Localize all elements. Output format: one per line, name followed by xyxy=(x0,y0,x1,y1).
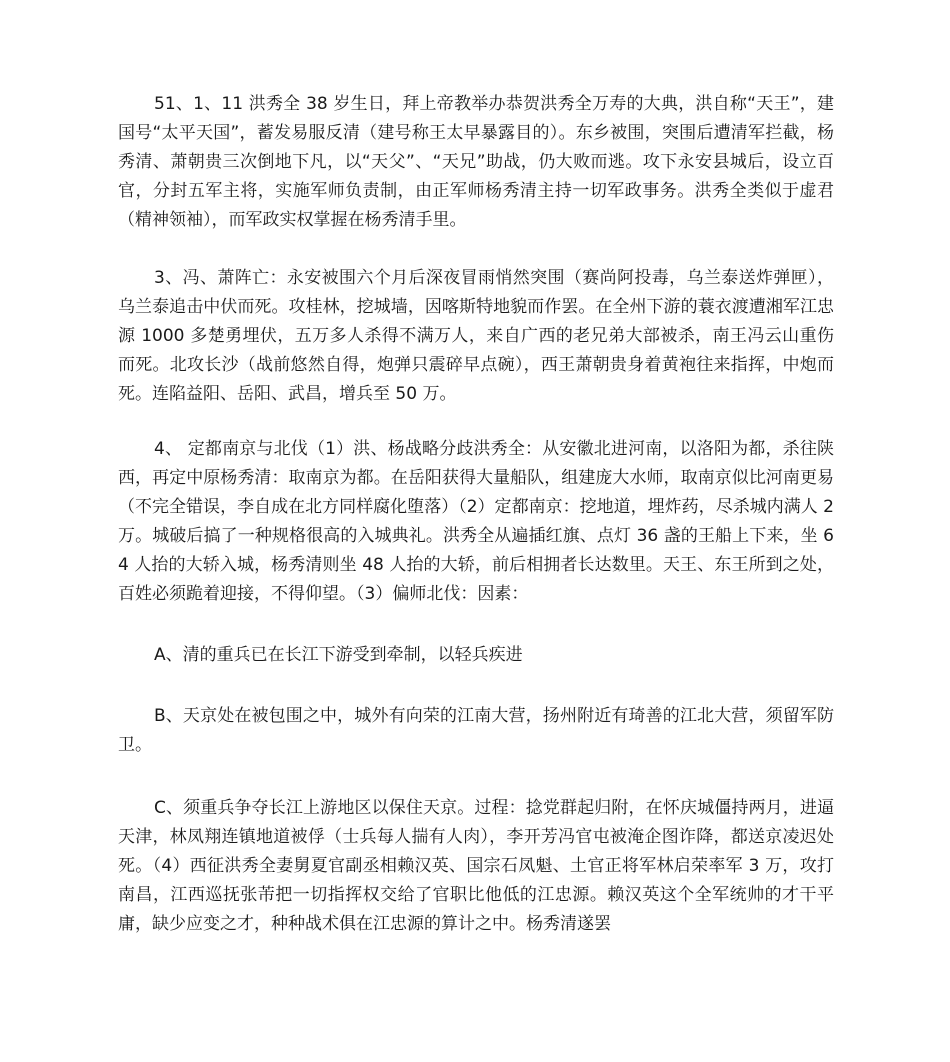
paragraph-capital-nanjing-northern-expedition: 4、 定都南京与北伐（1）洪、杨战略分歧洪秀全：从安徽北进河南，以洛阳为都，杀往陕西，再定中原杨秀清：取南京为都。在岳阳获得大量船队，组建庞大水师，取南京似比河南更易（不完全错误，李自成在北方同样腐化堕落）（2）定都南京：挖地道，埋炸药，尽杀城内满人 2 万。城破后搞了一种规格很高的入城典礼。洪秀全从遍插红旗、点灯 36 盏的王船上下来，坐 64 人抬的大轿入城，杨秀清则坐 48 人抬的大轿，前后相拥者长达数里。天王、东王所到之处，百姓必须跪着迎接，不得仰望。（3）偏师北伐：因素： xyxy=(118,439,834,604)
document-page xyxy=(118,90,834,939)
paragraph-factor-a: A、清的重兵已在长江下游受到牵制，以轻兵疾进 xyxy=(154,645,523,665)
paragraph-factor-b: B、天京处在被包围之中，城外有向荣的江南大营，扬州附近有琦善的江北大营，须留军防卫。 xyxy=(118,706,834,755)
paragraph-hong-xiuquan-birthday: 51、1、11 洪秀全 38 岁生日，拜上帝教举办恭贺洪秀全万寿的大典，洪自称“天王”，建国号“太平天国”，蓄发易服反清（建号称王太早暴露目的）。东乡被围，突围后遭清军拦截，杨秀清、萧朝贵三次倒地下凡，以“天父”、“天兄”助战，仍大败而逃。攻下永安县城后，设立百官，分封五军主将，实施军师负责制，由正军师杨秀清主持一切军政事务。洪秀全类似于虚君（精神领袖），而军政实权掌握在杨秀清手里。 xyxy=(118,94,834,230)
paragraph-feng-xiao-deaths: 3、冯、萧阵亡：永安被围六个月后深夜冒雨悄然突围（赛尚阿投毒，乌兰泰送炸弹匣），乌兰泰追击中伏而死。攻桂林，挖城墙，因喀斯特地貌而作罢。在全州下游的蓑衣渡遭湘军江忠源 1000 多楚勇埋伏，五万多人杀得不满万人，来自广西的老兄弟大部被杀，南王冯云山重伤而死。北攻长沙（战前悠然自得，炮弹只震碎早点碗），西王萧朝贵身着黄袍往来指挥，中炮而死。连陷益阳、岳阳、武昌，增兵至 50 万。 xyxy=(118,268,834,404)
paragraph-factor-c-western-expedition: C、须重兵争夺长江上游地区以保住天京。过程：捻党群起归附，在怀庆城僵持两月，进逼天津，林凤翔连镇地道被俘（士兵每人揣有人肉），李开芳冯官屯被淹企图诈降，都送京凌迟处死。（4）西征洪秀全妻舅夏官副丞相赖汉英、国宗石凤魁、土官正将军林启荣率军 3 万，攻打南昌，江西巡抚张芾把一切指挥权交给了官职比他低的江忠源。赖汉英这个全军统帅的才干平庸，缺少应变之才，种种战术俱在江忠源的算计之中。杨秀清遂罢 xyxy=(118,798,834,934)
